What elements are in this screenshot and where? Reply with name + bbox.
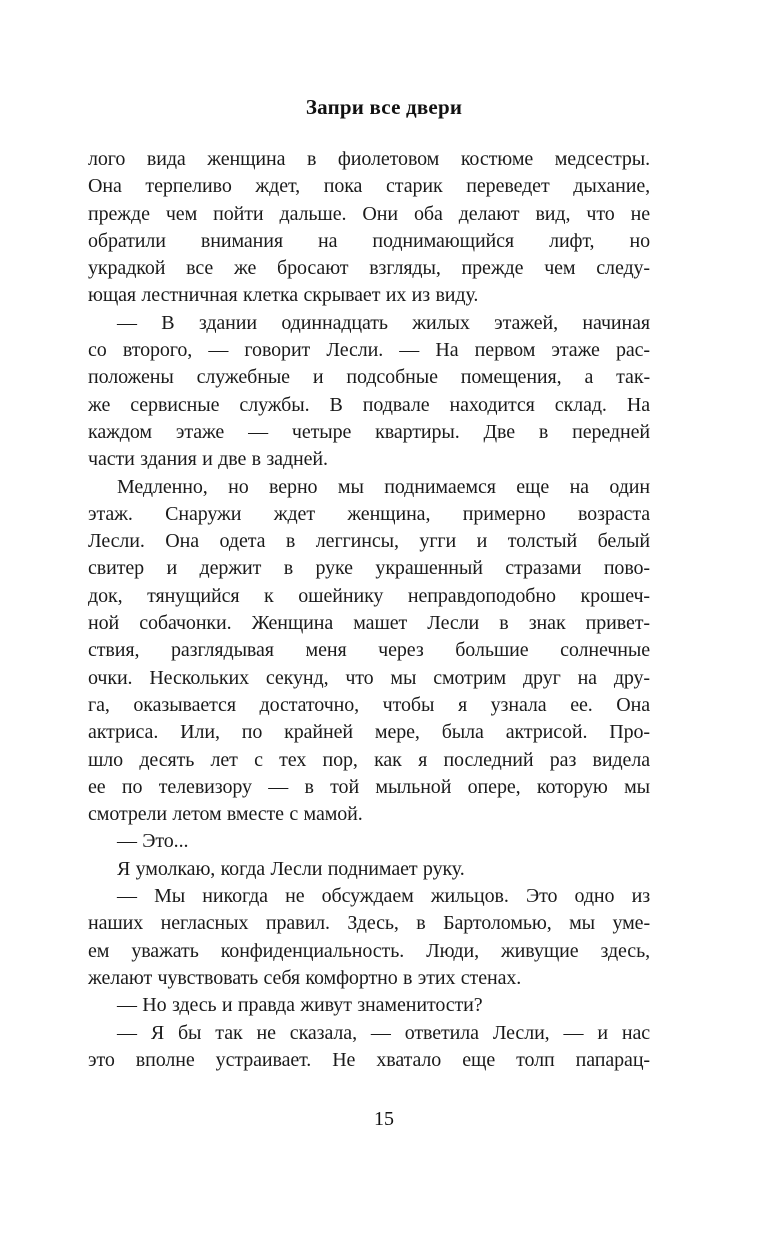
running-header: Запри все двери [305, 95, 463, 119]
text-line: га, оказывается достаточно, чтобы я узнала ее. Она [88, 693, 650, 716]
text-line: Она терпеливо ждет, пока старик переведет дыхание, [88, 175, 650, 198]
text-line: смотрели летом вместе с мамой. [88, 803, 363, 826]
text-line: свитер и держит в руке украшенный стразами пово- [88, 557, 650, 580]
paragraph [88, 474, 650, 829]
text-line: положены служебные и подсобные помещения, а так- [88, 366, 650, 389]
text-line: ствия, разглядывая меня через большие солнечные [88, 639, 650, 662]
text-line: же сервисные службы. В подвале находится склад. На [88, 393, 650, 416]
paragraph [88, 310, 650, 474]
text-line: док, тянущийся к ошейнику неправдоподобно крошеч- [88, 584, 650, 607]
text-line: очки. Нескольких секунд, что мы смотрим друг на дру- [88, 666, 650, 689]
text-line: — Мы никогда не обсуждаем жильцов. Это одно из [117, 885, 650, 908]
text-line: обратили внимания на поднимающийся лифт, но [88, 229, 650, 252]
text-line: — Я бы так не сказала, — ответила Лесли, — и нас [117, 1021, 650, 1044]
page-text [88, 146, 650, 1074]
text-line: — Но здесь и правда живут знаменитости? [117, 994, 483, 1017]
paragraph [88, 146, 650, 310]
text-line: желают чувствовать себя комфортно в этих стенах. [88, 966, 522, 989]
paragraph [88, 883, 650, 992]
text-line: Медленно, но верно мы поднимаемся еще на один [117, 475, 650, 498]
text-line: части здания и две в задней. [88, 448, 328, 471]
text-line: актриса. Или, по крайней мере, была актрисой. Про- [88, 721, 650, 744]
text-line: ем уважать конфиденциальность. Люди, живущие здесь, [88, 939, 650, 962]
text-line: украдкой все же бросают взгляды, прежде чем следу- [88, 257, 650, 280]
text-line: Лесли. Она одета в леггинсы, угги и толстый белый [88, 530, 650, 553]
text-line: прежде чем пойти дальше. Они оба делают вид, что не [88, 202, 650, 225]
text-line: это вполне устраивает. Не хватало еще толп папарац- [88, 1048, 650, 1071]
paragraph [88, 856, 650, 883]
text-line: со второго, — говорит Лесли. — На первом этаже рас- [88, 339, 650, 362]
text-line: ющая лестничная клетка скрывает их из виду. [88, 284, 479, 307]
paragraph [88, 992, 650, 1019]
text-line: ее по телевизору — в той мыльной опере, которую мы [88, 775, 650, 798]
paragraph [88, 1020, 650, 1075]
text-line: — В здании одиннадцать жилых этажей, начиная [117, 311, 650, 334]
text-line: ной собачонки. Женщина машет Лесли в знак привет- [88, 612, 650, 635]
text-line: лого вида женщина в фиолетовом костюме медсестры. [88, 148, 650, 170]
text-line: этаж. Снаружи ждет женщина, примерно возраста [88, 502, 650, 525]
text-line: Я умолкаю, когда Лесли поднимает руку. [117, 857, 465, 880]
text-line: наших негласных правил. Здесь, в Бартоломью, мы уме- [88, 912, 650, 935]
text-line: шло десять лет с тех пор, как я последний раз видела [88, 748, 650, 771]
text-line: — Это... [117, 830, 189, 853]
text-line: каждом этаже — четыре квартиры. Две в передней [88, 420, 650, 443]
page-number: 15 [374, 1108, 394, 1130]
paragraph [88, 828, 650, 855]
